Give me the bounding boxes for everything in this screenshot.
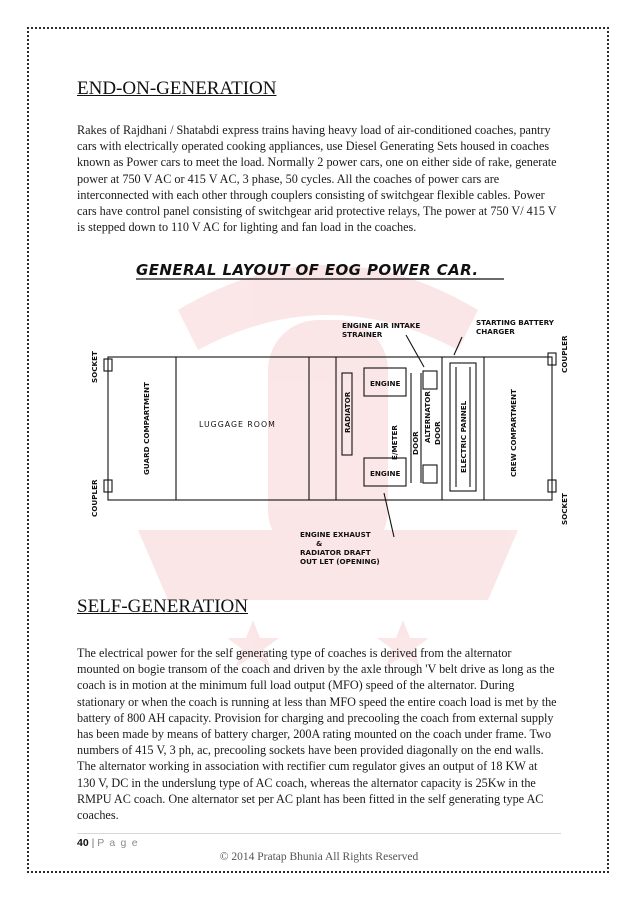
label-socket-left: SOCKET <box>90 351 99 383</box>
label-crew-compartment: CREW COMPARTMENT <box>509 389 518 477</box>
label-engine-top: ENGINE <box>370 379 401 388</box>
label-luggage-room: LUGGAGE ROOM <box>199 420 276 429</box>
diagram-title: GENERAL LAYOUT OF EOG POWER CAR. <box>136 261 479 279</box>
heading-self-generation: SELF-GENERATION <box>77 596 248 617</box>
page-number-value: 40 <box>77 837 89 849</box>
label-exhaust-1: ENGINE EXHAUST <box>300 530 371 539</box>
label-coupler-right: COUPLER <box>560 335 569 373</box>
label-radiator: RADIATOR <box>343 391 352 433</box>
label-battery-2: CHARGER <box>476 327 515 336</box>
label-engine-bottom: ENGINE <box>370 469 401 478</box>
page-number <box>77 837 139 849</box>
paragraph-end-on-generation: Rakes of Rajdhani / Shatabdi express trains having heavy load of air-conditioned coaches, pantry cars with electrically operated cooking appliances, use Diesel Generating Sets housed in coaches known as Power cars to meet the load. Normally 2 power cars, one on either side of rake, generate power at 750 V AC or 415 V AC, 3 phase, 50 cycles. All the coaches of power cars are interconnected with each other through couplers consisting of switchgear flexible cables. Power cars have control panel consisting of switchgear arid protective relays, The power at 750 V/ 415 V is stepped down to 110 V AC for lighting and fan load in the coaches. <box>77 123 557 235</box>
label-guard-compartment: GUARD COMPARTMENT <box>142 382 151 475</box>
label-socket-right: SOCKET <box>560 493 569 525</box>
label-air-intake-2: STRAINER <box>342 330 383 339</box>
label-door-2: DOOR <box>433 421 442 445</box>
label-emeter: E/METER <box>390 425 399 460</box>
label-exhaust-3: RADIATOR DRAFT <box>300 548 371 557</box>
copyright-notice: © 2014 Pratap Bhunia All Rights Reserved <box>219 851 419 863</box>
diagram-structure <box>104 335 556 537</box>
paragraph-self-generation: The electrical power for the self generating type of coaches is derived from the alternator mounted on bogie transom of the coach and driven by the axle through 'V belt drive as long as the coach is in motion at the minimum full load output (MFO) speed of the alternator. During stationary or when the coach is running at less than MFO speed the entire coach load is met by the battery of 800 AH capacity. Provision for charging and precooling the coach from external supply has been made by means of battery charger, 200A rating mounted on the coach under frame. Two numbers of 415 V, 3 ph, ac, precooling sockets have been provided diagonally on the end walls. The alternator working in association with rectifier cum regulator gives an output of 18 KW at 130 V, DC in the underslung type of AC coach, whereas the alternator capacity is 25Kw in the RMPU AC coach. One alternator set per AC plant has been fitted in the self generating type AC coaches. <box>77 646 557 823</box>
label-coupler-left: COUPLER <box>90 479 99 517</box>
footer-divider <box>77 833 561 834</box>
label-door-1: DOOR <box>411 431 420 455</box>
page-word: P a g e <box>97 837 139 849</box>
label-exhaust-4: OUT LET (OPENING) <box>300 557 380 566</box>
label-alternator: ALTERNATOR <box>423 391 432 443</box>
label-exhaust-2: & <box>316 539 323 548</box>
label-air-intake-1: ENGINE AIR INTAKE <box>342 321 421 330</box>
heading-end-on-generation: END-ON-GENERATION <box>77 78 277 99</box>
label-battery-1: STARTING BATTERY <box>476 318 554 327</box>
eog-power-car-layout-diagram <box>84 255 569 575</box>
label-electric-panel: ELECTRIC PANNEL <box>459 400 468 473</box>
page-number-separator: | <box>91 837 95 849</box>
